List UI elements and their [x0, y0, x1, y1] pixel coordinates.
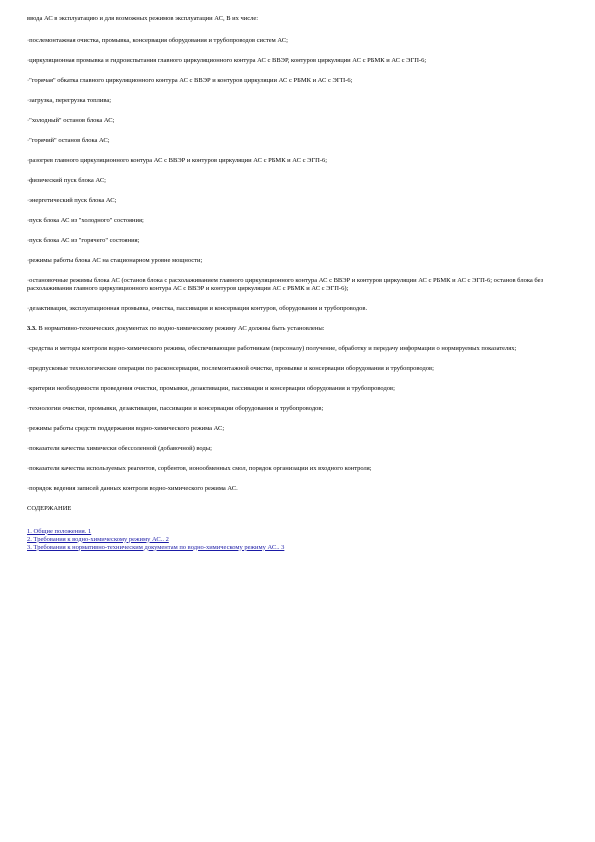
list-item: ·"холодный" останов блока АС; — [27, 116, 115, 124]
toc-item — [27, 544, 572, 552]
toc-link-2[interactable]: 2. Требования к водно-химическому режиму АС.. 2 — [27, 535, 169, 543]
list-item: ·загрузка, перегрузка топлива; — [27, 96, 112, 104]
list-item: ·пуск блока АС из "горячего" состояния; — [27, 236, 140, 244]
intro-paragraph: ввода АС в эксплуатацию и для возможных режимов эксплуатации АС, В их числе: — [27, 15, 259, 22]
section-3-3-paragraph — [27, 325, 572, 334]
list-item: ·"горячая" обкатка главного циркуляционного контура АС с ВВЭР и контуров циркуляции АС с РБМК и АС с ЭГП-6; — [27, 76, 353, 84]
document-page — [27, 15, 572, 552]
list-item: ·предпусковые технологические операции по расконсервации, послемонтажной очистке, промывке и консервации оборудования и трубопроводов; — [27, 365, 434, 372]
list-item: ·остановочные режимы блока АС (останов блока с расхолаживанием главного циркуляционного контура АС с ВВЭР и контуров циркуляции АС с РБМК и АС с ЭГП-6; останов блока без расхолаживания главного циркуляционного контура АС с ВВЭР и контуров циркуляции АС с РБМК и АС с ЭГП-6); — [27, 276, 544, 292]
requirements-list — [27, 345, 572, 494]
toc-item — [27, 536, 572, 544]
list-item: ·дезактивация, эксплуатационная промывка, очистка, пассивация и консервация контуров, оборудования и трубопроводов. — [27, 305, 368, 312]
list-item: ·показатели качества используемых реагентов, сорбентов, ионообменных смол, порядок организации их входного контроля; — [27, 465, 372, 472]
section-number: 3.3. — [27, 325, 37, 332]
toc-item — [27, 528, 572, 536]
list-item: ·физический пуск блока АС; — [27, 176, 106, 184]
table-of-contents — [27, 528, 572, 552]
operation-modes-list — [27, 37, 572, 314]
toc-heading: СОДЕРЖАНИЕ — [27, 505, 72, 512]
list-item: ·режимы работы блока АС на стационарном уровне мощности; — [27, 256, 203, 264]
section-text: В нормативно-технических документах по водно-химическому режиму АС должны быть установлены: — [38, 325, 325, 332]
list-item: ·энергетический пуск блока АС; — [27, 196, 117, 204]
list-item: ·циркуляционная промывка и гидроиспытания главного циркуляционного контура АС с ВВЭР, контуров циркуляции АС с РБМК и АС с ЭГП-6; — [27, 56, 427, 64]
list-item: ·пуск блока АС из "холодного" состояния; — [27, 216, 144, 224]
list-item: ·разогрев главного циркуляционного контура АС с ВВЭР и контуров циркуляции АС с РБМК и АС с ЭГП-6; — [27, 156, 328, 164]
list-item: ·средства и методы контроля водно-химического режима, обеспечивающие работникам (персоналу) получение, обработку и передачу информации о нормируемых показателях; — [27, 345, 517, 352]
list-item: ·послемонтажная очистка, промывка, консервация оборудования и трубопроводов систем АС; — [27, 36, 288, 44]
toc-link-1[interactable]: 1. Общие положения. 1 — [27, 527, 92, 535]
toc-link-3[interactable]: 3. Требования к нормативно-техническим документам по водно-химическому режиму АС.. 3 — [27, 543, 285, 551]
list-item: ·критерии необходимости проведения очистки, промывки, дезактивации, пассивации и консервации оборудования и трубопроводов; — [27, 385, 395, 392]
list-item: ·показатели качества химически обессоленной (добавочной) воды; — [27, 445, 212, 452]
list-item: ·режимы работы средств поддержания водно-химического режима АС; — [27, 425, 225, 432]
list-item: ·технологии очистки, промывки, дезактивации, пассивации и консервации оборудования и трубопроводов; — [27, 405, 324, 412]
list-item: ·"горячий" останов блока АС; — [27, 136, 110, 144]
list-item: ·порядок ведения записей данных контроля водно-химического режима АС. — [27, 485, 238, 492]
